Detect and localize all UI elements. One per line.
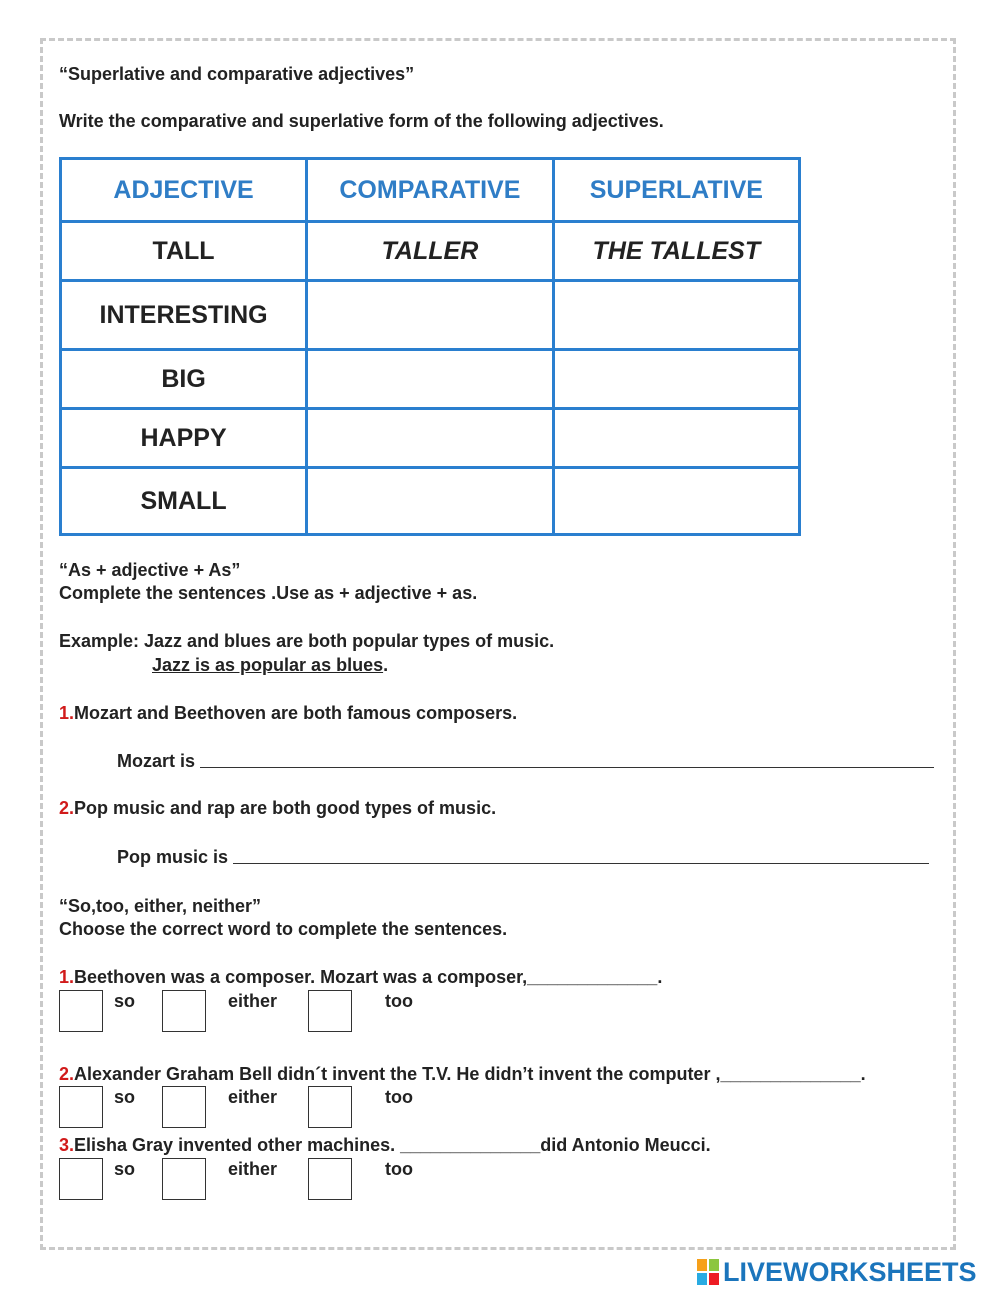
as-question-2 <box>59 797 496 819</box>
superlative-input[interactable] <box>553 281 799 350</box>
comparative-input[interactable] <box>307 281 554 350</box>
answer-line-1[interactable] <box>200 767 934 768</box>
checkbox-either[interactable] <box>162 1158 206 1200</box>
header-comparative: COMPARATIVE <box>307 159 554 222</box>
question-number: 1. <box>59 703 75 723</box>
comparative-input[interactable] <box>307 468 554 535</box>
checkbox-either[interactable] <box>162 1086 206 1128</box>
section2-instruction: Complete the sentences .Use as + adjective + as. <box>59 583 478 603</box>
section3-title: “So,too, either, neither” <box>59 896 262 916</box>
table-row <box>61 281 800 350</box>
adjective-table <box>59 157 801 536</box>
table-row <box>61 409 800 468</box>
question-text: Alexander Graham Bell didn´t invent the T.V. He didn’t invent the computer ,______________. <box>74 1064 866 1084</box>
section1-title: “Superlative and comparative adjectives” <box>59 64 415 84</box>
option-either: either <box>228 1159 278 1179</box>
checkbox-too[interactable] <box>308 1086 352 1128</box>
superlative-input[interactable] <box>553 350 799 409</box>
so-question-1 <box>59 966 662 988</box>
as-prompt-2: Pop music is <box>117 847 229 867</box>
brand-name: LIVEWORKSHEETS <box>723 1256 977 1287</box>
logo-icon <box>697 1259 719 1285</box>
answer-line-2[interactable] <box>233 863 929 864</box>
header-superlative: SUPERLATIVE <box>553 159 799 222</box>
checkbox-either[interactable] <box>162 990 206 1032</box>
option-too: too <box>385 991 413 1011</box>
checkbox-so[interactable] <box>59 990 103 1032</box>
superlative-input[interactable] <box>553 409 799 468</box>
checkbox-too[interactable] <box>308 990 352 1032</box>
superlative-input[interactable] <box>553 468 799 535</box>
as-question-1 <box>59 702 517 724</box>
comparative-cell: TALLER <box>307 222 554 281</box>
section2-title: “As + adjective + As” <box>59 560 241 580</box>
adjective-cell: TALL <box>61 222 307 281</box>
table-row <box>61 468 800 535</box>
table-row <box>61 222 800 281</box>
table-row <box>61 350 800 409</box>
section1-instruction: Write the comparative and superlative form of the following adjectives. <box>59 111 664 131</box>
liveworksheets-logo <box>697 1258 977 1286</box>
option-too: too <box>385 1087 413 1107</box>
example-sentence: Example: Jazz and blues are both popular types of music. <box>59 631 555 651</box>
comparative-input[interactable] <box>307 350 554 409</box>
example-answer <box>152 654 388 676</box>
option-too: too <box>385 1159 413 1179</box>
question-text: Beethoven was a composer. Mozart was a composer,_____________. <box>74 967 663 987</box>
question-number: 2. <box>59 798 75 818</box>
table-header-row <box>61 159 800 222</box>
adjective-cell: BIG <box>61 350 307 409</box>
question-number: 2. <box>59 1064 75 1084</box>
option-so: so <box>114 1087 136 1107</box>
checkbox-so[interactable] <box>59 1086 103 1128</box>
so-question-3 <box>59 1134 711 1156</box>
example-period: . <box>383 655 389 675</box>
adjective-cell: HAPPY <box>61 409 307 468</box>
checkbox-so[interactable] <box>59 1158 103 1200</box>
option-so: so <box>114 1159 136 1179</box>
question-number: 3. <box>59 1135 75 1155</box>
checkbox-too[interactable] <box>308 1158 352 1200</box>
option-either: either <box>228 1087 278 1107</box>
header-adjective: ADJECTIVE <box>61 159 307 222</box>
question-text: Elisha Gray invented other machines. ______________did Antonio Meucci. <box>74 1135 711 1155</box>
as-prompt-1: Mozart is <box>117 751 196 771</box>
question-number: 1. <box>59 967 75 987</box>
comparative-input[interactable] <box>307 409 554 468</box>
example-answer-text: Jazz is as popular as blues <box>152 655 384 675</box>
adjective-cell: INTERESTING <box>61 281 307 350</box>
so-question-2 <box>59 1063 866 1085</box>
adjective-cell: SMALL <box>61 468 307 535</box>
question-text: Pop music and rap are both good types of music. <box>74 798 497 818</box>
option-so: so <box>114 991 136 1011</box>
option-either: either <box>228 991 278 1011</box>
section3-instruction: Choose the correct word to complete the sentences. <box>59 919 508 939</box>
superlative-cell: THE TALLEST <box>553 222 799 281</box>
question-text: Mozart and Beethoven are both famous composers. <box>74 703 518 723</box>
